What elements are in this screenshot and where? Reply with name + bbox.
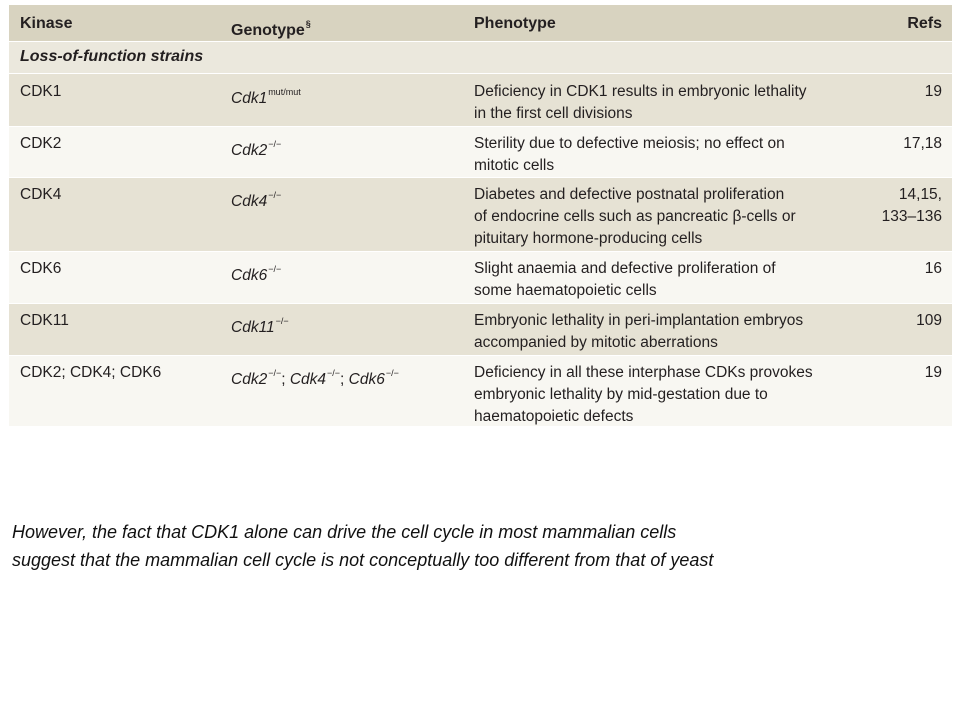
genotype-cell	[231, 133, 281, 162]
genotype-separator: ;	[340, 371, 349, 388]
caption-text	[12, 518, 952, 574]
table-row	[9, 251, 952, 303]
refs-cell	[852, 81, 942, 103]
genotype-superscript: −/−	[268, 264, 282, 274]
table-row	[9, 355, 952, 426]
phenotype-line: Diabetes and defective postnatal proliferation	[474, 186, 785, 203]
header-phenotype: Phenotype	[474, 15, 556, 32]
phenotype-line: in the first cell divisions	[474, 105, 633, 122]
phenotype-line: Deficiency in CDK1 results in embryonic lethality	[474, 83, 807, 100]
table-row	[9, 177, 952, 251]
refs-line: 17,18	[903, 135, 942, 152]
phenotype-line: haematopoietic defects	[474, 408, 634, 425]
refs-line: 109	[916, 312, 942, 329]
genotype-superscript: −/−	[268, 139, 282, 149]
genotype-cell	[231, 184, 281, 213]
phenotype-cell	[474, 184, 869, 250]
genotype-superscript: −/−	[385, 368, 399, 378]
phenotype-cell	[474, 133, 869, 177]
refs-cell	[852, 184, 942, 228]
phenotype-line: mitotic cells	[474, 157, 555, 174]
caption-line: suggest that the mammalian cell cycle is not conceptually too different from that of yeast	[12, 550, 714, 570]
header-genotype	[231, 13, 311, 42]
phenotype-line: Sterility due to defective meiosis; no effect on	[474, 135, 785, 152]
header-genotype-label: Genotype	[231, 22, 305, 39]
genotype-cell	[231, 310, 289, 339]
kinase-cell: CDK6	[20, 260, 62, 277]
genotype-text: Cdk6	[231, 267, 268, 284]
refs-line: 19	[924, 83, 942, 100]
phenotype-cell	[474, 81, 869, 125]
header-refs: Refs	[907, 15, 942, 32]
genotype-text: Cdk1	[231, 90, 268, 107]
refs-cell	[852, 133, 942, 155]
section-label: Loss-of-function strains	[20, 48, 204, 65]
genotype-text: Cdk11	[231, 319, 275, 336]
kinase-cell: CDK2; CDK4; CDK6	[20, 364, 162, 381]
refs-line: 133–136	[881, 208, 942, 225]
phenotype-line: pituitary hormone-producing cells	[474, 230, 703, 247]
phenotype-line: Deficiency in all these interphase CDKs provokes	[474, 364, 813, 381]
section-row	[9, 42, 952, 74]
header-kinase: Kinase	[20, 15, 73, 32]
phenotype-cell	[474, 362, 869, 428]
kinase-cell: CDK4	[20, 186, 62, 203]
genotype-superscript: mut/mut	[268, 87, 301, 97]
genotype-cell	[231, 81, 301, 110]
kinase-table	[9, 5, 952, 426]
caption-line: However, the fact that CDK1 alone can drive the cell cycle in most mammalian cells	[12, 522, 677, 542]
phenotype-cell	[474, 258, 869, 302]
genotype-text: Cdk6	[348, 371, 385, 388]
genotype-superscript: −/−	[268, 190, 282, 200]
kinase-cell: CDK1	[20, 83, 62, 100]
genotype-cell	[231, 258, 281, 287]
refs-line: 19	[924, 364, 942, 381]
refs-cell	[852, 258, 942, 280]
phenotype-line: of endocrine cells such as pancreatic β-cells or	[474, 208, 796, 225]
phenotype-line: Embryonic lethality in peri-implantation embryos	[474, 312, 804, 329]
genotype-superscript: −/−	[275, 316, 289, 326]
genotype-separator: ;	[281, 371, 290, 388]
genotype-cell	[231, 362, 399, 391]
table-row	[9, 74, 952, 126]
table-row	[9, 126, 952, 177]
table-header-row	[9, 5, 952, 42]
phenotype-cell	[474, 310, 869, 354]
genotype-text: Cdk2	[231, 142, 268, 159]
table-row	[9, 303, 952, 355]
genotype-superscript: −/−	[327, 368, 341, 378]
phenotype-line: embryonic lethality by mid-gestation due to	[474, 386, 768, 403]
phenotype-line: some haematopoietic cells	[474, 282, 657, 299]
refs-cell	[852, 362, 942, 384]
phenotype-line: Slight anaemia and defective proliferation of	[474, 260, 776, 277]
refs-cell	[852, 310, 942, 332]
genotype-text: Cdk4	[289, 371, 327, 388]
refs-line: 14,15,	[898, 186, 942, 203]
phenotype-line: accompanied by mitotic aberrations	[474, 334, 718, 351]
genotype-text: Cdk2	[231, 371, 268, 388]
kinase-cell: CDK11	[20, 312, 69, 329]
genotype-superscript: −/−	[268, 368, 282, 378]
kinase-cell: CDK2	[20, 135, 62, 152]
header-genotype-footnote: §	[305, 19, 311, 29]
refs-line: 16	[924, 260, 942, 277]
genotype-text: Cdk4	[231, 193, 268, 210]
